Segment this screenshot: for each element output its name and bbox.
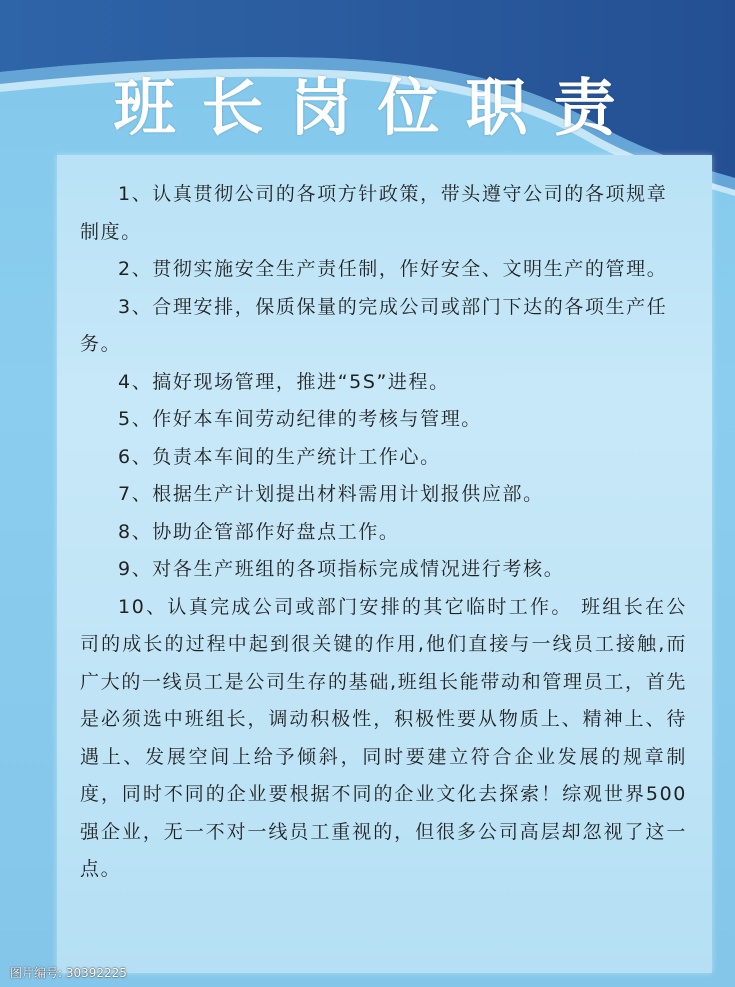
duty-item: 4、搞好现场管理，推进“5S”进程。 xyxy=(118,370,450,393)
page-title: 班长岗位职责 xyxy=(113,71,642,144)
duty-item: 1、认真贯彻公司的各项方针政策，带头遵守公司的各项规章制度。 xyxy=(80,183,668,243)
duty-item: 10、认真完成公司或部门安排的其它临时工作。 班组长在公司的成长的过程中起到很关键的作用,他们直接与一线员工接触,而广大的一线员工是公司生存的基础,班组长能带动和管理员工，首先是必须选中班组长，调动积极性，积极性要从物质上、精神上、待遇上、发展空间上给予倾斜，同时要建立符合企业发展的规章制度，同时不同的企业要根据不同的企业文化去探索！综观世界500强企业，无一不对一线员工重视的，但很多公司高层却忽视了这一点。 xyxy=(80,595,687,880)
duty-item: 3、合理安排，保质保量的完成公司或部门下达的各项生产任务。 xyxy=(80,295,668,355)
duties-list xyxy=(80,176,687,889)
duty-item: 9、对各生产班组的各项指标完成情况进行考核。 xyxy=(118,558,565,580)
duty-item: 2、贯彻实施安全生产责任制，作好安全、文明生产的管理。 xyxy=(118,258,668,280)
duty-item: 7、根据生产计划提出材料需用计划报供应部。 xyxy=(118,483,544,505)
watermark-text: 图片编号: 30392225 xyxy=(10,966,127,980)
duty-item: 8、协助企管部作好盘点工作。 xyxy=(118,520,400,543)
duty-item: 5、作好本车间劳动纪律的考核与管理。 xyxy=(118,408,482,430)
duty-item: 6、负责本车间的生产统计工作心。 xyxy=(118,445,441,468)
